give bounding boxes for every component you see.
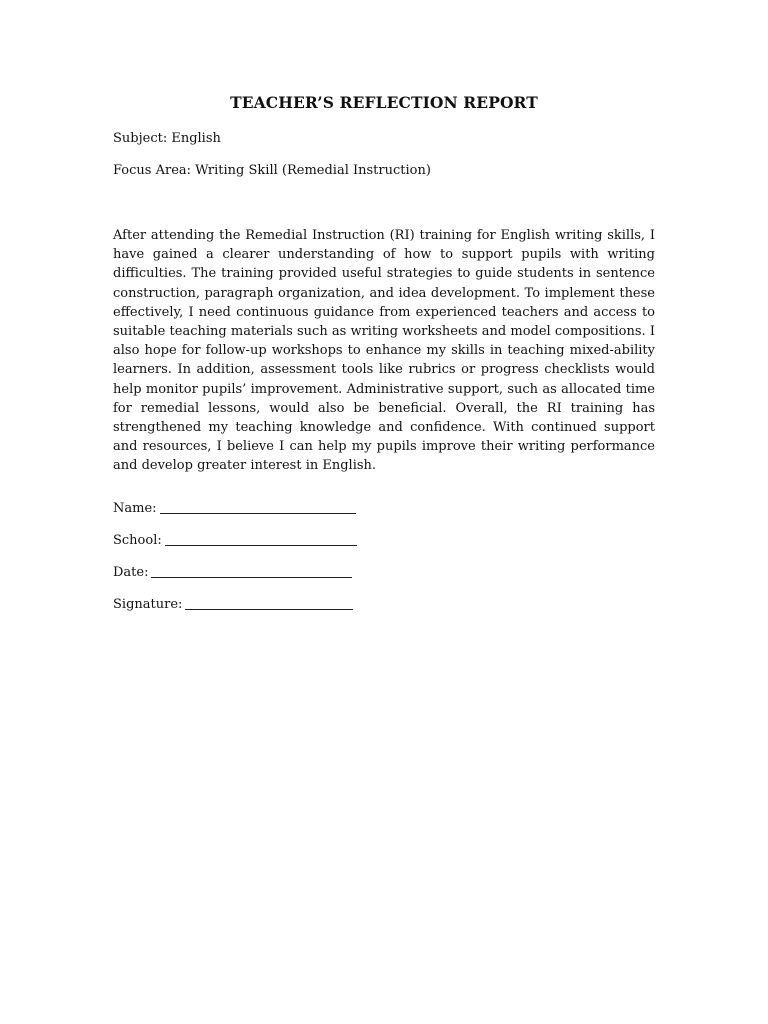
report-title: TEACHER’S REFLECTION REPORT <box>230 93 538 112</box>
reflection-paragraph: After attending the Remedial Instruction (RI) training for English writing skills, I have gained a clearer understanding of how to support pupils with writing difficulties. The training provided useful strategies to guide students in sentence construction, paragraph organization, and idea development. To implement these effectively, I need continuous guidance from experienced teachers and access to suitable teaching materials such as writing worksheets and model compositions. I also hope for follow-up workshops to enhance my skills in teaching mixed-ability learners. In addition, assessment tools like rubrics or progress checklists would help monitor pupils’ improvement. Administrative support, such as allocated time for remedial lessons, would also be beneficial. Overall, the RI training has strengthened my teaching knowledge and confidence. With continued support and resources, I believe I can help my pupils improve their writing performance and develop greater interest in English. <box>113 228 655 474</box>
signature-blank-line <box>185 597 353 610</box>
date-field <box>113 565 352 580</box>
focus-area-line: Focus Area: Writing Skill (Remedial Instruction) <box>113 163 431 178</box>
school-field <box>113 533 357 548</box>
school-blank-line <box>165 533 357 546</box>
school-label: School: <box>113 533 162 548</box>
name-label: Name: <box>113 501 157 516</box>
name-blank-line <box>160 501 356 514</box>
signature-label: Signature: <box>113 597 183 612</box>
signature-field <box>113 597 353 612</box>
name-field <box>113 501 356 516</box>
date-label: Date: <box>113 565 149 580</box>
subject-line: Subject: English <box>113 131 221 146</box>
date-blank-line <box>151 565 352 578</box>
